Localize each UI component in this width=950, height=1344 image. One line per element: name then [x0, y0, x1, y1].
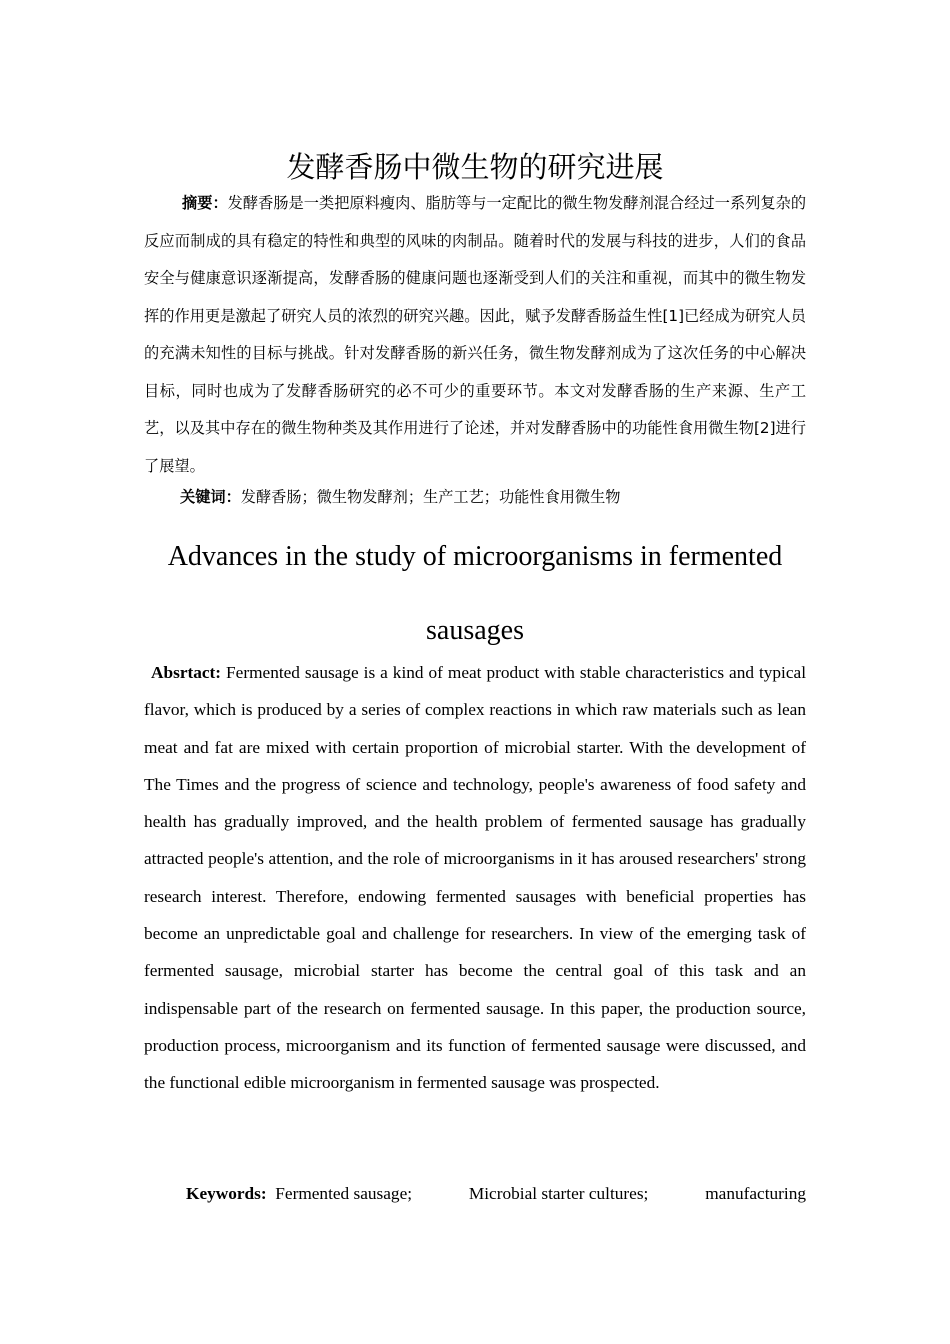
english-title-line1: Advances in the study of microorganisms in fermented — [167, 541, 783, 572]
chinese-keywords-label: 关键词： — [180, 488, 241, 506]
english-title-line2: sausages — [426, 615, 524, 646]
chinese-keywords-text: 发酵香肠；微生物发酵剂；生产工艺；功能性食用微生物 — [240, 488, 621, 506]
english-abstract — [144, 654, 806, 1102]
english-keywords-label: Keywords: — [186, 1184, 267, 1203]
english-keyword-3: manufacturing — [705, 1184, 806, 1203]
english-abstract-text: Fermented sausage is a kind of meat product with stable characteristics and typical flavor, which is produced by a series of complex reactions in which raw materials such as lean meat and fat are mixed with certain proportion of microbial starter. With the development of The Times and the progress of science and technology, people's awareness of food safety and health has gradually improved, and the health problem of fermented sausage has gradually attracted people's attention, and the role of microorganisms in it has aroused researchers' strong research interest. Therefore, endowing fermented sausages with beneficial properties has become an unpredictable goal and challenge for researchers. In view of the emerging task of fermented sausage, microbial starter has become the central goal of this task and an indispensable part of the research on fermented sausage. In this paper, the production source, production process, microorganism and its function of fermented sausage were discussed, and the functional edible microorganism in fermented sausage was prospected. — [144, 663, 806, 1093]
english-abstract-label: Absrtact: — [151, 663, 222, 682]
english-keyword-1: Fermented sausage; — [275, 1184, 413, 1203]
english-keywords — [186, 1178, 806, 1210]
english-keyword-2: Microbial starter cultures; — [468, 1184, 649, 1203]
chinese-abstract-label: 摘要： — [182, 194, 228, 212]
chinese-keywords — [180, 481, 810, 513]
chinese-abstract-text: 发酵香肠是一类把原料瘦肉、脂肪等与一定配比的微生物发酵剂混合经过一系列复杂的反应而制成的具有稳定的特性和典型的风味的肉制品。随着时代的发展与科技的进步，人们的食品安全与健康意识逐渐提高，发酵香肠的健康问题也逐渐受到人们的关注和重视，而其中的微生物发挥的作用更是激起了研究人员的浓烈的研究兴趣。因此，赋予发酵香肠益生性[1]已经成为研究人员的充满未知性的目标与挑战。针对发酵香肠的新兴任务，微生物发酵剂成为了这次任务的中心解决目标，同时也成为了发酵香肠研究的必不可少的重要环节。本文对发酵香肠的生产来源、生产工艺，以及其中存在的微生物种类及其作用进行了论述，并对发酵香肠中的功能性食用微生物[2]进行了展望。 — [144, 194, 807, 475]
chinese-abstract — [144, 185, 806, 485]
english-title — [60, 520, 890, 668]
english-keywords-first — [186, 1178, 412, 1210]
chinese-title: 发酵香肠中微生物的研究进展 — [286, 150, 664, 185]
